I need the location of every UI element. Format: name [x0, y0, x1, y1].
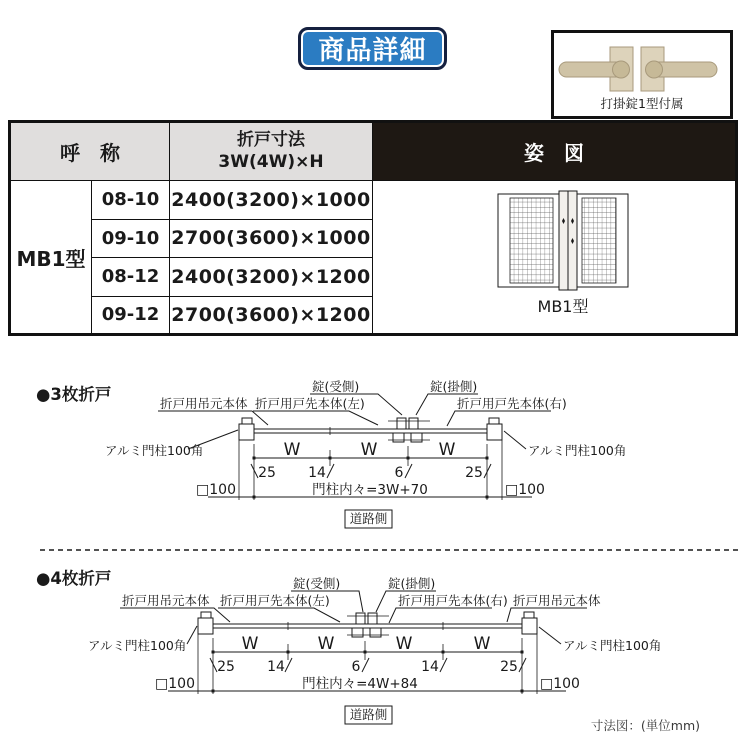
leader-post-left — [188, 430, 238, 449]
small-dimensions — [210, 658, 526, 675]
lock-handles-illustration — [554, 33, 730, 116]
center-stile-left — [559, 191, 568, 290]
right-post — [487, 424, 502, 440]
dim-25-right: 25 — [500, 659, 518, 675]
dim-25-left: 25 — [217, 659, 235, 675]
col-header-figure: 姿 図 — [373, 122, 737, 181]
label-lock-receive: 錠(受側) — [312, 379, 360, 394]
dim-w2: W — [317, 634, 335, 654]
label-hinge-body-right: 折戸用吊元本体 — [513, 593, 601, 608]
leader-hinge-body-right — [507, 608, 587, 622]
figure-cell — [373, 181, 737, 335]
dim-inner: 門柱内々=3W+70 — [312, 482, 428, 498]
lock-attachment-caption: 打掛錠1型付属 — [600, 96, 684, 111]
small-dimensions — [251, 464, 491, 481]
leader-post-right — [539, 627, 561, 644]
dimension-cell: 2400(3200)×1000 — [170, 181, 373, 220]
label-lock-receive: 錠(受側) — [293, 576, 341, 591]
dim-14-left: 14 — [267, 659, 285, 675]
left-leaf-mesh — [510, 198, 553, 283]
gate-rail — [213, 624, 522, 628]
door-handle-pair-icon — [559, 47, 717, 91]
right-post — [522, 618, 537, 634]
col-header-size — [170, 122, 373, 181]
label-post-right: アルミ門柱100角 — [563, 638, 662, 653]
label-leaf-right: 折戸用戸先本体(右) — [398, 593, 508, 608]
col-header-name: 呼 称 — [10, 122, 170, 181]
leader-leaf-right — [389, 608, 492, 623]
gate-appearance-figure — [373, 181, 736, 333]
unit-note: 寸法図：(単位mm) — [590, 718, 700, 733]
dim-w1: W — [241, 634, 259, 654]
w-dimension-line — [212, 634, 524, 660]
gate-rail — [254, 429, 487, 433]
diagram-4-title: ●4枚折戸 — [36, 569, 112, 588]
figure-caption: MB1型 — [537, 297, 589, 316]
diagram-3-title: ●3枚折戸 — [36, 385, 112, 404]
diagram-4-panel — [0, 548, 740, 740]
table-row — [10, 181, 737, 220]
gate-front-view — [498, 191, 628, 290]
label-lock-hook: 錠(掛側) — [388, 576, 436, 591]
post-size-left: □100 — [196, 482, 236, 498]
size-code-cell: 09-12 — [92, 296, 170, 335]
road-side-label: 道路側 — [349, 707, 388, 722]
label-hinge-body: 折戸用吊元本体 — [160, 396, 248, 411]
label-post-left: アルミ門柱100角 — [105, 443, 204, 458]
lock-attachment-figure — [551, 30, 733, 119]
leader-post-left — [187, 626, 197, 644]
dim-6: 6 — [394, 465, 404, 481]
diagram-3-panel — [0, 358, 740, 548]
page-title-badge — [298, 27, 447, 70]
col-header-size-line1: 折戸寸法 — [237, 130, 305, 151]
dim-w2: W — [360, 440, 378, 460]
page-title-text: 商品詳細 — [318, 36, 427, 66]
dim-14-right: 14 — [421, 659, 439, 675]
post-size-left: □100 — [155, 676, 195, 692]
dim-w4: W — [473, 634, 491, 654]
right-boss — [646, 61, 663, 78]
label-post-left: アルミ門柱100角 — [88, 638, 187, 653]
dim-14: 14 — [308, 465, 326, 481]
size-code-cell: 08-12 — [92, 258, 170, 297]
left-boss — [613, 61, 630, 78]
w-dimension-line — [253, 440, 489, 466]
dim-6: 6 — [351, 659, 361, 675]
dim-w3: W — [395, 634, 413, 654]
dim-inner: 門柱内々=4W+84 — [302, 676, 418, 692]
post-size-right: □100 — [505, 482, 545, 498]
leader-leaf-left — [253, 411, 378, 425]
leader-leaf-left — [218, 608, 340, 622]
dimension-cell: 2400(3200)×1200 — [170, 258, 373, 297]
model-name-cell: MB1型 — [10, 181, 92, 335]
col-header-size-line2: 3W(4W)×H — [218, 151, 324, 172]
size-code-cell: 09-10 — [92, 219, 170, 258]
size-code-cell: 08-10 — [92, 181, 170, 220]
dim-w3: W — [438, 440, 456, 460]
label-post-right: アルミ門柱100角 — [528, 443, 627, 458]
dimension-cell: 2700(3600)×1200 — [170, 296, 373, 335]
label-hinge-body-left: 折戸用吊元本体 — [122, 593, 210, 608]
label-leaf-left: 折戸用戸先本体(左) — [220, 593, 330, 608]
left-post — [239, 424, 254, 440]
dim-w1: W — [283, 440, 301, 460]
dimension-cell: 2700(3600)×1000 — [170, 219, 373, 258]
post-size-right: □100 — [540, 676, 580, 692]
label-leaf-left: 折戸用戸先本体(左) — [255, 396, 365, 411]
right-leaf-mesh — [582, 198, 616, 283]
label-leaf-right: 折戸用戸先本体(右) — [457, 396, 567, 411]
road-side-label: 道路側 — [349, 511, 388, 526]
leader-post-right — [504, 431, 526, 449]
spec-table — [8, 120, 738, 336]
left-post — [198, 618, 213, 634]
label-lock-hook: 錠(掛側) — [430, 379, 478, 394]
dim-25-left: 25 — [258, 465, 276, 481]
dim-25-right: 25 — [465, 465, 483, 481]
